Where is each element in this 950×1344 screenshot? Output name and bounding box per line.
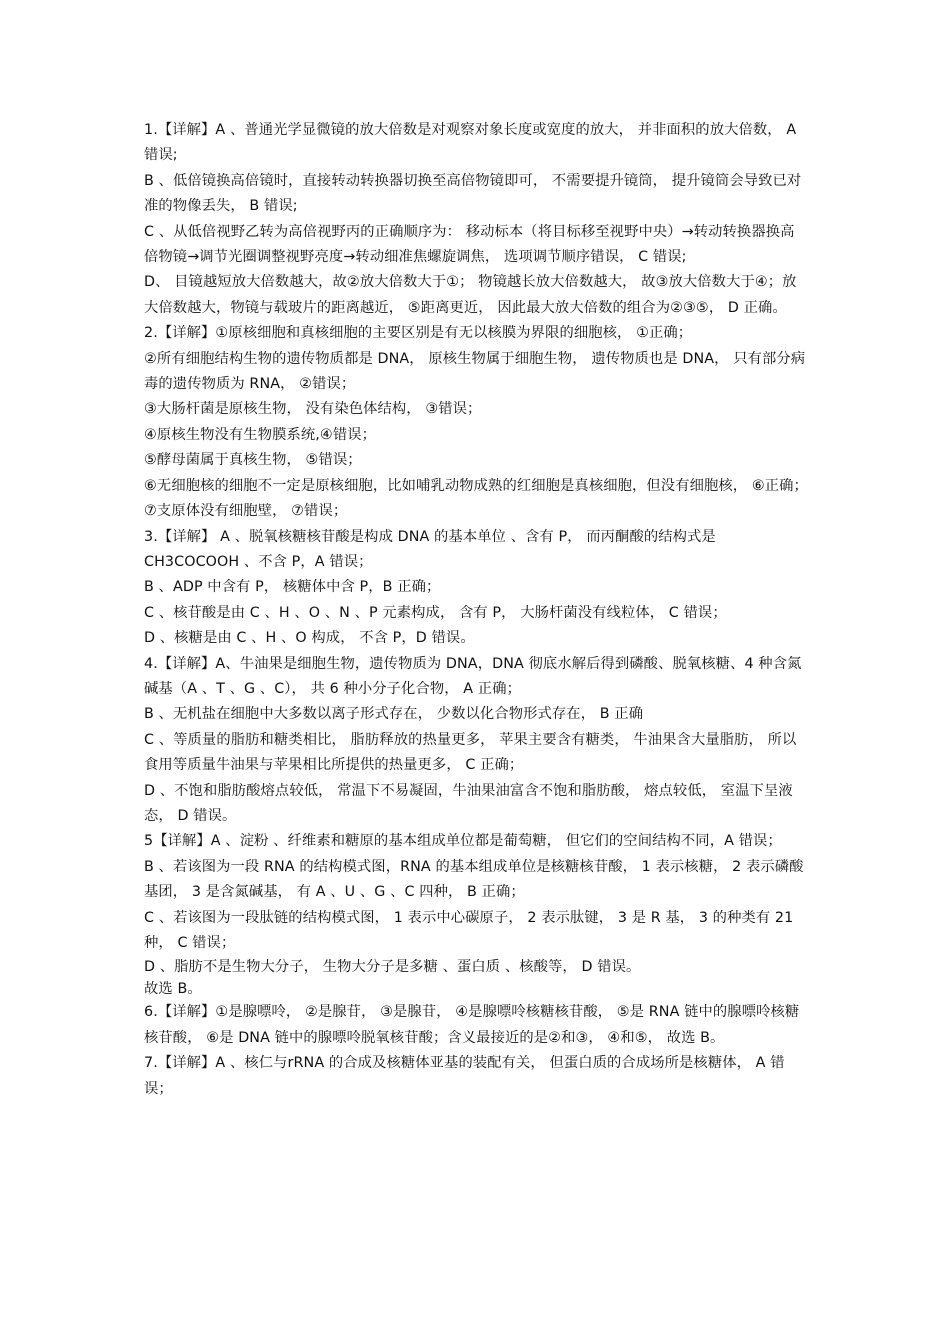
paragraph-q5-b: B 、若该图为一段 RNA 的结构模式图，RNA 的基本组成单位是核糖核苷酸， 1 表示核糖， 2 表示磷酸基团， 3 是含氮碱基， 有 A 、U 、G 、C 四种， B 正确； — [144, 858, 804, 901]
paragraph-q4-d: D 、不饱和脂肪酸熔点较低， 常温下不易凝固，牛油果油富含不饱和脂肪酸， 熔点较低， 室温下呈液态， D 错误。 — [144, 782, 793, 824]
paragraph-q1-b: B 、低倍镜换高倍镜时，直接转动转换器切换至高倍物镜即可， 不需要提升镜筒， 提升镜筒会导致已对准的物像丢失， B 错误; — [144, 172, 802, 215]
paragraph-q5-answer: 故选 B。 — [144, 981, 202, 998]
paragraph-q3-b: B 、ADP 中含有 P， 核糖体中含 P，B 正确； — [144, 579, 441, 596]
paragraph-q1-c: C 、从低倍视野乙转为高倍视野丙的正确顺序为： 移动标本（将目标移至视野中央）→转动转换器换高倍物镜→调节光圈调整视野亮度→转动细准焦螺旋调焦， 选项调节顺序错误， C 错误; — [144, 223, 795, 266]
paragraph-q3-c: C 、核苷酸是由 C 、H 、O 、N 、P 元素构成， 含有 P， 大肠杆菌没有线粒体， C 错误； — [144, 604, 727, 621]
paragraph-q2-7: ⑦支原体没有细胞壁， ⑦错误； — [144, 503, 348, 520]
paragraph-q2-3: ③大肠杆菌是原核生物， 没有染色体结构， ③错误； — [144, 401, 482, 418]
paragraph-q2-2: ②所有细胞结构生物的遗传物质都是 DNA， 原核生物属于细胞生物， 遗传物质也是 DNA， 只有部分病毒的遗传物质为 RNA， ②错误； — [144, 350, 806, 393]
answer-explanations — [144, 118, 808, 1102]
paragraph-q2-1: 2.【详解】①原核细胞和真核细胞的主要区别是有无以核膜为界限的细胞核， ①正确； — [144, 325, 693, 342]
paragraph-q7-a: 7.【详解】A 、核仁与rRNA 的合成及核糖体亚基的装配有关， 但蛋白质的合成场所是核糖体， A 错误； — [144, 1055, 785, 1097]
paragraph-q5-c: C 、若该图为一段肽链的结构模式图， 1 表示中心碳原子， 2 表示肽键， 3 是 R 基， 3 的种类有 21 种， C 错误； — [144, 909, 794, 951]
paragraph-q4-a: 4.【详解】A、牛油果是细胞生物，遗传物质为 DNA，DNA 彻底水解后得到磷酸、脱氧核糖、4 种含氮碱基（A 、T 、G 、C）， 共 6 种小分子化合物， A 正确； — [144, 655, 802, 697]
paragraph-q4-b: B 、无机盐在细胞中大多数以离子形式存在， 少数以化合物形式存在， B 正确 — [144, 706, 644, 723]
paragraph-q2-5: ⑤酵母菌属于真核生物， ⑤错误； — [144, 452, 362, 469]
paragraph-q1-d: D、 目镜越短放大倍数越大，故②放大倍数大于①； 物镜越长放大倍数越大， 故③放大倍数大于④；放大倍数越大，物镜与载玻片的距离越近， ⑤距离更近， 因此最大放大倍数的组合为②③⑤， D 正确。 — [144, 274, 797, 316]
paragraph-q3-a: 3.【详解】 A 、脱氧核糖核苷酸是构成 DNA 的基本单位 、含有 P， 而丙酮酸的结构式是 CH3COCOOH 、不含 P，A 错误； — [144, 528, 716, 570]
paragraph-q5-d: D 、脂肪不是生物大分子， 生物大分子是多糖 、蛋白质 、核酸等， D 错误。 — [144, 959, 641, 976]
paragraph-q3-d: D 、核糖是由 C 、H 、O 构成， 不含 P，D 错误。 — [144, 630, 475, 647]
paragraph-q5-a: 5【详解】A 、淀粉 、纤维素和糖原的基本组成单位都是葡萄糖， 但它们的空间结构不同，A 错误； — [144, 833, 782, 850]
paragraph-q2-4: ④原核生物没有生物膜系统,④错误； — [144, 426, 377, 443]
paragraph-q2-6: ⑥无细胞核的细胞不一定是原核细胞，比如哺乳动物成熟的红细胞是真核细胞，但没有细胞核， ⑥正确； — [144, 477, 808, 494]
paragraph-q6: 6.【详解】①是腺嘌呤， ②是腺苷， ③是腺苷， ④是腺嘌呤核糖核苷酸， ⑤是 RNA 链中的腺嘌呤核糖核苷酸， ⑥是 DNA 链中的腺嘌呤脱氧核苷酸；含义最接近的是②和③， ④和⑤， 故选 B。 — [144, 1004, 800, 1046]
paragraph-q1-a: 1.【详解】A 、普通光学显微镜的放大倍数是对观察对象长度或宽度的放大， 并非面积的放大倍数， A 错误; — [144, 122, 797, 164]
paragraph-q4-c: C 、等质量的脂肪和糖类相比， 脂肪释放的热量更多， 苹果主要含有糖类， 牛油果含大量脂肪， 所以食用等质量牛油果与苹果相比所提供的热量更多， C 正确； — [144, 731, 797, 774]
